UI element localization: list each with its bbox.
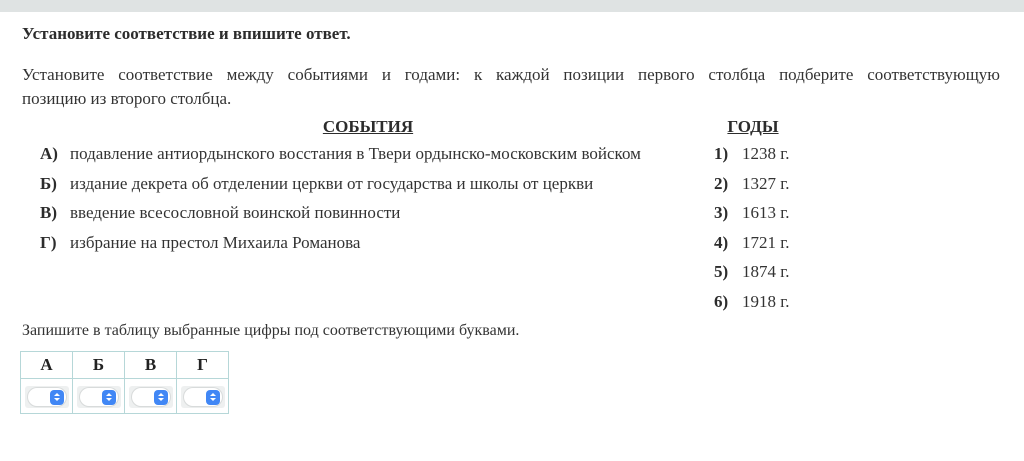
answer-select-b-pill [80, 388, 118, 406]
year-item-1 [714, 139, 894, 169]
answer-col-header-v: В [125, 352, 177, 379]
answer-select-a-pill [28, 388, 66, 406]
events-list [40, 139, 700, 257]
answer-instruction: Запишите в таблицу выбранные цифры под соответствующими буквами. [22, 322, 520, 339]
answer-col-header-g: Г [177, 352, 229, 379]
years-list [714, 139, 894, 316]
event-text-v: введение всесословной воинской повинности [70, 203, 401, 222]
answer-col-header-b: Б [73, 352, 125, 379]
year-item-6 [714, 287, 894, 317]
event-text-a: подавление антиордынского восстания в Твери ордынско-московским войском [70, 144, 641, 163]
stepper-arrows-icon [206, 390, 220, 405]
year-text-3: 1613 г. [742, 203, 790, 222]
task-description [22, 63, 1000, 111]
year-text-4: 1721 г. [742, 232, 790, 252]
answer-cell-b [73, 379, 125, 414]
stepper-arrows-icon [102, 390, 116, 405]
year-marker-6: 6) [714, 291, 729, 311]
event-item-a [40, 139, 700, 169]
years-column-header: ГОДЫ [727, 117, 779, 136]
top-strip [0, 0, 1024, 12]
event-marker-b: Б) [40, 173, 57, 193]
answer-select-v-pill [132, 388, 170, 406]
page-title: Установите соответствие и впишите ответ. [22, 24, 351, 43]
event-item-v [40, 198, 700, 228]
event-text-b: издание декрета об отделении церкви от государства и школы от церкви [70, 173, 594, 193]
task-description-line2: позицию из второго столбца. [22, 89, 232, 108]
year-marker-1: 1) [714, 144, 729, 163]
year-marker-4: 4) [714, 232, 729, 252]
answer-cell-g [177, 379, 229, 414]
event-item-g [40, 228, 700, 258]
answer-col-header-a: А [21, 352, 73, 379]
answer-cell-v [125, 379, 177, 414]
year-marker-5: 5) [714, 262, 729, 281]
year-text-6: 1918 г. [742, 291, 790, 311]
event-marker-a: А) [40, 144, 58, 163]
year-item-2 [714, 169, 894, 199]
event-text-g: избрание на престол Михаила Романова [70, 232, 361, 252]
answer-select-g[interactable] [181, 386, 225, 408]
stepper-arrows-icon [50, 390, 64, 405]
event-item-b [40, 169, 700, 199]
year-item-4 [714, 228, 894, 258]
year-text-1: 1238 г. [742, 144, 790, 163]
answer-select-v[interactable] [129, 386, 173, 408]
stepper-arrows-icon [154, 390, 168, 405]
answer-select-a[interactable] [25, 386, 69, 408]
year-marker-2: 2) [714, 173, 729, 193]
task-description-line1: Установите соответствие между событиями и годами: к каждой позиции первого столбца подберите соответствующую [22, 65, 1000, 84]
event-marker-v: В) [40, 203, 57, 222]
year-marker-3: 3) [714, 203, 729, 222]
year-text-2: 1327 г. [742, 173, 790, 193]
year-item-5 [714, 257, 894, 287]
answer-select-b[interactable] [77, 386, 121, 408]
answer-select-g-pill [184, 388, 222, 406]
answer-cell-a [21, 379, 73, 414]
events-column-header: СОБЫТИЯ [322, 117, 414, 136]
year-item-3 [714, 198, 894, 228]
year-text-5: 1874 г. [742, 262, 790, 281]
answer-table [20, 351, 229, 414]
event-marker-g: Г) [40, 232, 57, 252]
